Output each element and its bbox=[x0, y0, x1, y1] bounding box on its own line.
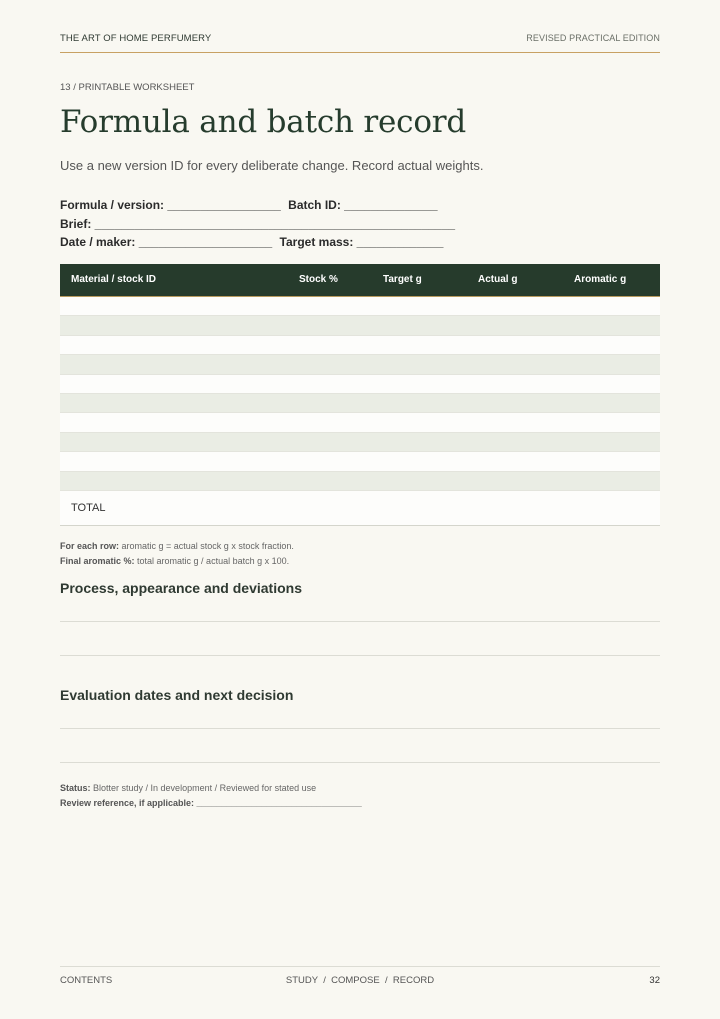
table-header bbox=[60, 264, 660, 297]
record-fields bbox=[60, 198, 459, 254]
header-divider bbox=[60, 52, 660, 53]
note-row-text: aromatic g = actual stock g x stock fraction. bbox=[119, 541, 294, 551]
total-row bbox=[60, 491, 660, 526]
page-title: Formula and batch record bbox=[60, 104, 467, 140]
calculation-notes bbox=[60, 539, 294, 569]
contents-link[interactable]: CONTENTS bbox=[60, 975, 113, 986]
footer-divider bbox=[60, 966, 660, 967]
column-header-actual-g: Actual g bbox=[478, 274, 518, 285]
running-header bbox=[60, 33, 660, 44]
page-subtitle: Use a new version ID for every deliberate change. Record actual weights. bbox=[60, 158, 484, 173]
total-label: TOTAL bbox=[71, 501, 106, 514]
evaluation-write-line bbox=[60, 762, 660, 763]
column-header-stock-percent: Stock % bbox=[299, 274, 338, 285]
status-block bbox=[60, 781, 362, 811]
note-final-label: Final aromatic %: bbox=[60, 556, 135, 566]
table-row bbox=[60, 433, 660, 452]
column-header-aromatic-g: Aromatic g bbox=[574, 274, 627, 285]
date-maker-field: Date / maker: ____________________ bbox=[60, 235, 273, 249]
status-label: Status: bbox=[60, 783, 91, 793]
table-row bbox=[60, 375, 660, 394]
column-header-material: Material / stock ID bbox=[71, 274, 157, 285]
status-options: Blotter study / In development / Reviewed for stated use bbox=[90, 783, 317, 793]
worksheet-page bbox=[60, 0, 660, 1019]
note-row-label: For each row: bbox=[60, 541, 120, 551]
section-label: 13 / PRINTABLE WORKSHEET bbox=[60, 82, 195, 93]
table-row bbox=[60, 452, 660, 471]
page-number: 32 bbox=[649, 975, 660, 986]
table-row bbox=[60, 472, 660, 491]
target-mass-field: Target mass: _____________ bbox=[279, 235, 444, 249]
process-write-line bbox=[60, 621, 660, 622]
footer-breadcrumb: STUDY / COMPOSE / RECORD bbox=[285, 975, 435, 986]
table-row bbox=[60, 316, 660, 335]
book-title: THE ART OF HOME PERFUMERY bbox=[60, 33, 212, 44]
table-row bbox=[60, 297, 660, 316]
table-row bbox=[60, 413, 660, 432]
table-row bbox=[60, 394, 660, 413]
review-reference-field: Review reference, if applicable: _________________________________ bbox=[60, 798, 362, 808]
formula-version-field: Formula / version: _________________ bbox=[60, 198, 281, 212]
edition-label: REVISED PRACTICAL EDITION bbox=[526, 33, 660, 43]
brief-field: Brief: ______________________________________________________ bbox=[60, 216, 456, 231]
batch-id-field: Batch ID: ______________ bbox=[288, 198, 438, 212]
table-row bbox=[60, 336, 660, 355]
formula-table bbox=[60, 264, 660, 526]
column-header-target-g: Target g bbox=[383, 274, 422, 285]
note-final-text: total aromatic g / actual batch g x 100. bbox=[134, 556, 290, 566]
page-footer bbox=[60, 975, 660, 986]
evaluation-heading: Evaluation dates and next decision bbox=[60, 687, 294, 703]
process-heading: Process, appearance and deviations bbox=[60, 580, 302, 596]
evaluation-write-line bbox=[60, 728, 660, 729]
process-write-line bbox=[60, 655, 660, 656]
table-row bbox=[60, 355, 660, 374]
